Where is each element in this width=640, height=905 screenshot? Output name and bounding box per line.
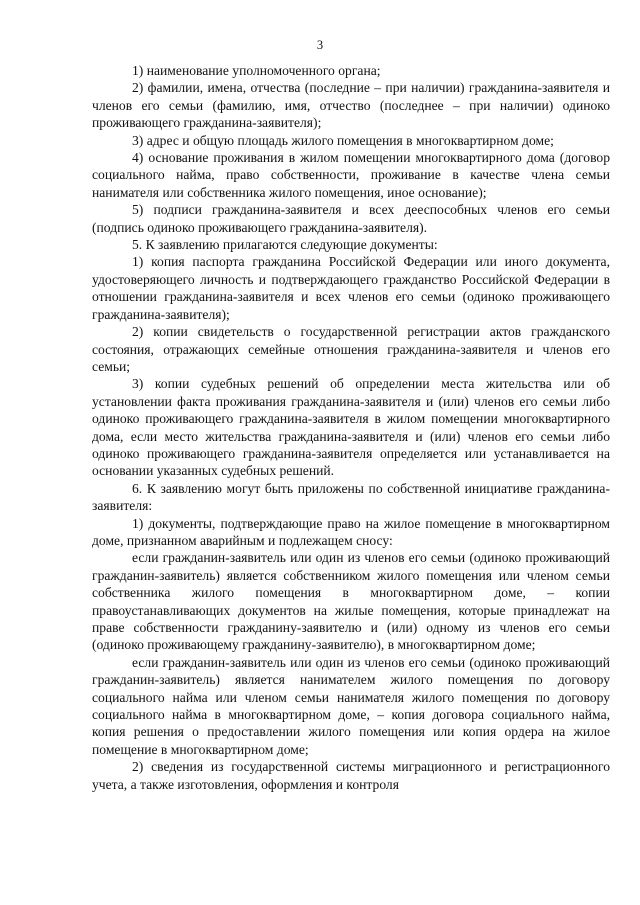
paragraph: 5) подписи гражданина-заявителя и всех дееспособных членов его семьи (подпись одиноко проживающего гражданина-заявителя). [92,202,610,235]
section-heading: 5. К заявлению прилагаются следующие документы: [132,237,438,253]
paragraph: если гражданин-заявитель или один из членов его семьи (одиноко проживающий гражданин-заявитель) является собственником жилого помещения или членом семьи собственника жилого помещения в многоквартирном доме, – копии правоустанавливающих документов на жилые помещения, которые принадлежат на праве собственности гражданину-заявителю и (или) одному из членов его семьи (одиноко проживающему гражданину-заявителю), в многоквартирном доме; [92,550,610,653]
paragraph: 2) фамилии, имена, отчества (последние – при наличии) гражданина-заявителя и членов его семьи (фамилию, имя, отчество (последнее – при наличии) одиноко проживающего гражданина-заявителя); [92,80,610,131]
paragraph: 3) копии судебных решений об определении места жительства или об установлении факта проживания гражданина-заявителя и (или) членов его семьи либо одиноко проживающего гражданина-заявителя в жилом помещении многоквартирного дома, если место жительства гражданина-заявителя и (или) членов его семьи либо одиноко проживающего гражданина-заявителя определяется или устанавливается на основании указанных судебных решений. [92,376,610,479]
paragraph: если гражданин-заявитель или один из членов его семьи (одиноко проживающий гражданин-заявитель) является нанимателем жилого помещения по договору социального найма или членом семьи нанимателя жилого помещения по договору социального найма в многоквартирном доме, – копия договора социального найма, копия решения о предоставлении жилого помещения или копия ордера на жилое помещение в многоквартирном доме; [92,654,610,757]
paragraph: 4) основание проживания в жилом помещении многоквартирного дома (договор социального найма, право собственности, проживание в качестве члена семьи нанимателя или собственника жилого помещения, иное основание); [92,150,610,200]
document-body [92,62,610,793]
paragraph: 1) документы, подтверждающие право на жилое помещение в многоквартирном доме, признанном аварийным и подлежащем сносу: [92,515,610,548]
section-heading: 6. К заявлению могут быть приложены по собственной инициативе гражданина-заявителя: [92,480,610,514]
page-number: 3 [316,38,324,52]
paragraph: 2) копии свидетельств о государственной регистрации актов гражданского состояния, отражающих семейные отношения гражданина-заявителя и членов его семьи; [92,324,610,374]
paragraph: 1) копия паспорта гражданина Российской Федерации или иного документа, удостоверяющего личность и подтверждающего гражданство Российской Федерации в отношении гражданина-заявителя и всех членов его семьи (одиноко проживающего гражданина-заявителя); [92,254,610,322]
paragraph: 1) наименование уполномоченного органа; [132,63,381,78]
paragraph: 2) сведения из государственной системы миграционного и регистрационного учета, а также изготовления, оформления и контроля [92,759,610,792]
paragraph: 3) адрес и общую площадь жилого помещения в многоквартирном доме; [132,132,554,148]
